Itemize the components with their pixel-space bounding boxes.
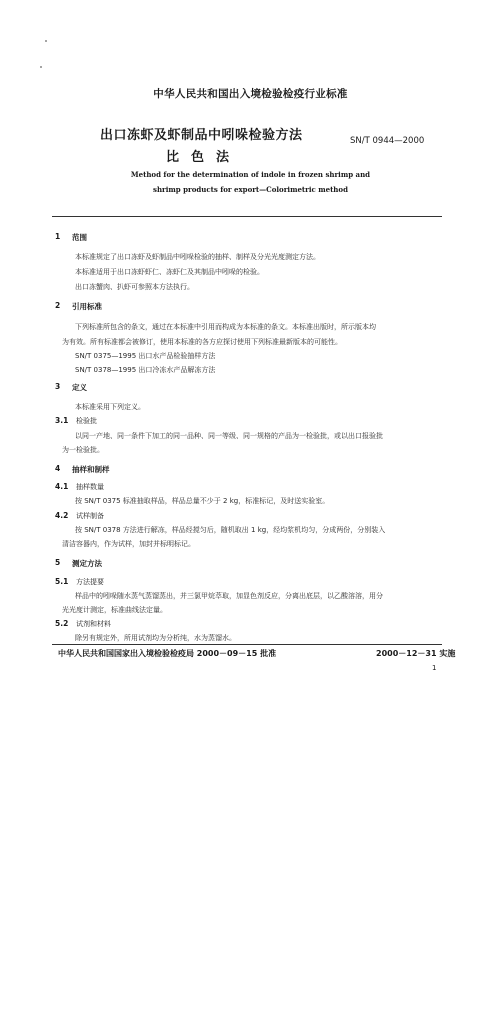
page-number: 1 <box>432 664 437 672</box>
section-4-2-title: 试样制备 <box>76 512 104 520</box>
section-2-para-line-2: 为有效。所有标准都会被修订，使用本标准的各方应探讨使用下列标准最新版本的可能性。 <box>62 338 342 346</box>
section-3-1-title: 检验批 <box>76 417 97 425</box>
section-3-para-1: 本标准采用下列定义。 <box>75 403 145 411</box>
section-5-2-title: 试剂和材料 <box>76 620 111 628</box>
section-5-1-title: 方法提要 <box>76 578 104 586</box>
standard-number: SN/T 0944—2000 <box>350 136 425 146</box>
section-4-para-1: 按 SN/T 0375 标准抽取样品，样品总量不少于 2 kg，标准标记，及时送实验室。 <box>75 497 330 505</box>
scan-speck <box>40 66 42 68</box>
section-1-para-2: 本标准适用于出口冻虾虾仁、冻虾仁及其制品中吲哚的检验。 <box>75 268 264 276</box>
section-2-title: 引用标准 <box>72 302 102 311</box>
issuing-org: 中华人民共和国出入境检验检疫行业标准 <box>153 88 348 100</box>
section-3-1-number: 3.1 <box>55 416 69 425</box>
section-5-2-number: 5.2 <box>55 619 69 628</box>
standard-subtitle: 比色法 <box>166 150 242 165</box>
section-5-title: 测定方法 <box>72 559 102 568</box>
section-4-number: 4 <box>55 464 61 473</box>
section-5-1-number: 5.1 <box>55 577 69 586</box>
section-4-2-number: 4.2 <box>55 511 69 520</box>
section-3-para-2-line-1: 以同一产地、同一条件下加工的同一品种、同一等级、同一规格的产品为一检验批，或以出口报验批 <box>75 432 383 440</box>
scan-speck <box>45 40 47 42</box>
section-2-ref-1: SN/T 0375—1995 出口水产品检验抽样方法 <box>75 352 216 360</box>
section-4-1-number: 4.1 <box>55 482 69 491</box>
section-4-para-2-line-1: 按 SN/T 0378 方法进行解冻，样品经搅匀后，随机取出 1 kg，经均浆机均匀，分成两份，分别装入 <box>75 526 386 534</box>
section-5-para-1-line-2: 光光度计测定，标准曲线法定量。 <box>62 606 167 614</box>
section-5-number: 5 <box>55 558 61 567</box>
footer-divider <box>52 644 442 645</box>
section-4-para-2-line-2: 清洁容器内，作为试样，加封并标明标记。 <box>62 540 195 548</box>
implementation-date: 2000－12－31 实施 <box>376 649 456 658</box>
english-title-line-2: shrimp products for export—Colorimetric method <box>153 185 348 194</box>
header-divider <box>52 216 442 217</box>
section-3-para-2-line-2: 为一检验批。 <box>62 446 104 454</box>
section-5-para-1-line-1: 样品中的吲哚随水蒸气蒸馏蒸出，并三氯甲烷萃取，加显色剂反应，分离出底层，以乙酸溶溶，用分 <box>75 592 383 600</box>
section-3-number: 3 <box>55 382 61 391</box>
section-1-number: 1 <box>55 232 61 241</box>
section-2-ref-2: SN/T 0378—1995 出口冷冻水产品解冻方法 <box>75 366 216 374</box>
section-3-title: 定义 <box>72 383 87 392</box>
section-4-1-title: 抽样数量 <box>76 483 104 491</box>
section-2-number: 2 <box>55 301 61 310</box>
section-5-para-2: 除另有规定外，所用试剂均为分析纯，水为蒸馏水。 <box>75 634 236 642</box>
section-4-title: 抽样和制样 <box>72 465 110 474</box>
english-title-line-1: Method for the determination of indole in frozen shrimp and <box>130 170 371 179</box>
section-1-title: 范围 <box>72 233 87 242</box>
section-2-para-line-1: 下列标准所包含的条文，通过在本标准中引用而构成为本标准的条文。本标准出版时，所示版本均 <box>75 323 376 331</box>
standard-title: 出口冻虾及虾制品中吲哚检验方法 <box>100 128 303 143</box>
approval-line: 中华人民共和国国家出入境检验检疫局 2000－09－15 批准 <box>58 649 277 658</box>
section-1-para-1: 本标准规定了出口冻虾及虾制品中吲哚检验的抽样、制样及分光光度测定方法。 <box>75 253 320 261</box>
section-1-para-3: 出口冻蟹肉、扒虾可参照本方法执行。 <box>75 283 194 291</box>
